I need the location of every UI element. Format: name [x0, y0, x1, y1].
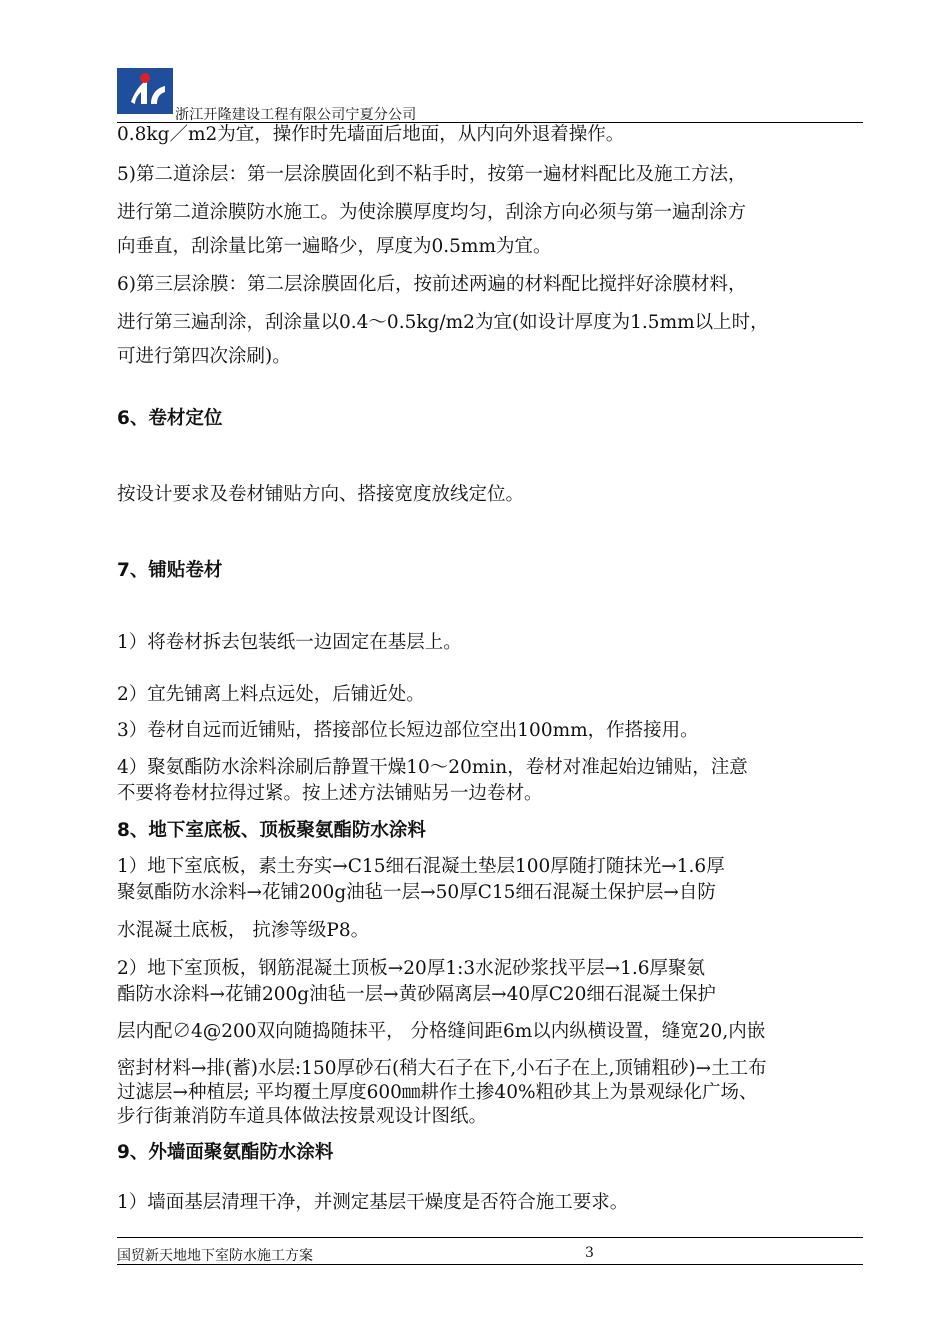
paragraph-line: 0.8kg／m2为宜，操作时先墙面后地面，从内向外退着操作。: [117, 124, 625, 145]
paragraph-line: 6)第三层涂膜：第二层涂膜固化后，按前述两遍的材料配比搅拌好涂膜材料，: [117, 274, 747, 295]
paragraph-line: 可进行第四次涂刷)。: [117, 346, 291, 367]
footer-document-title: 国贸新天地地下室防水施工方案: [117, 1248, 313, 1264]
paragraph-line: 1）地下室底板，素土夯实→C15细石混凝土垫层100厚随打随抹光→1.6厚: [117, 856, 725, 877]
paragraph-line: 水混凝土底板， 抗渗等级P8。: [117, 920, 370, 941]
paragraph-line: 1）墙面基层清理干净，并测定基层干燥度是否符合施工要求。: [117, 1192, 629, 1213]
paragraph-line: 按设计要求及卷材铺贴方向、搭接宽度放线定位。: [117, 484, 525, 505]
paragraph-line: 1）将卷材拆去包装纸一边固定在基层上。: [117, 632, 462, 653]
page-number: 3: [585, 1245, 594, 1261]
paragraph-line: 聚氨酯防水涂料→花铺200g油毡一层→50厚C15细石混凝土保护层→自防: [117, 882, 716, 903]
paragraph-line: 2）宜先铺离上料点远处，后铺近处。: [117, 684, 425, 705]
footer-bottom-divider: [117, 1264, 863, 1265]
paragraph-line: 4）聚氨酯防水涂料涂刷后静置干燥10～20min，卷材对准起始边铺贴，注意: [117, 757, 748, 778]
paragraph-line: 层内配∅4@200双向随捣随抹平， 分格缝间距6m以内纵横设置，缝宽20,内嵌: [117, 1021, 766, 1042]
paragraph-line: 酯防水涂料→花铺200g油毡一层→黄砂隔离层→40厚C20细石混凝土保护: [117, 984, 716, 1005]
section-heading-8: 8、地下室底板、顶板聚氨酯防水涂料: [117, 820, 426, 841]
section-heading-6: 6、卷材定位: [117, 408, 223, 429]
header-divider: [117, 122, 863, 123]
paragraph-line: 步行街兼消防车道具体做法按景观设计图纸。: [117, 1106, 488, 1127]
company-logo-icon: [117, 68, 173, 114]
paragraph-line: 3）卷材自远而近铺贴，搭接部位长短边部位空出100mm，作搭接用。: [117, 720, 699, 741]
paragraph-line: 进行第三遍刮涂，刮涂量以0.4～0.5kg/m2为宜(如设计厚度为1.5mm以上时，: [117, 312, 769, 333]
paragraph-line: 2）地下室顶板，钢筋混凝土顶板→20厚1:3水泥砂浆找平层→1.6厚聚氨: [117, 958, 706, 979]
paragraph-line: 不要将卷材拉得过紧。按上述方法铺贴另一边卷材。: [117, 783, 543, 804]
paragraph-line: 5)第二道涂层：第一层涂膜固化到不粘手时，按第一遍材料配比及施工方法，: [117, 164, 747, 185]
section-heading-9: 9、外墙面聚氨酯防水涂料: [117, 1142, 334, 1163]
section-heading-7: 7、铺贴卷材: [117, 560, 223, 581]
footer-divider: [117, 1237, 863, 1238]
paragraph-line: 过滤层→种植层; 平均覆土厚度600㎜耕作土掺40%粗砂其上为景观绿化广场、: [117, 1082, 758, 1103]
paragraph-line: 进行第二道涂膜防水施工。为使涂膜厚度均匀，刮涂方向必须与第一遍刮涂方: [117, 202, 747, 223]
paragraph-line: 向垂直，刮涂量比第一遍略少，厚度为0.5mm为宜。: [117, 236, 552, 257]
company-name: 浙江开隆建设工程有限公司宁夏分公司: [175, 107, 417, 123]
paragraph-line: 密封材料→排(蓄)水层:150厚砂石(稍大石子在下,小石子在上,顶铺粗砂)→土工布: [117, 1058, 767, 1079]
